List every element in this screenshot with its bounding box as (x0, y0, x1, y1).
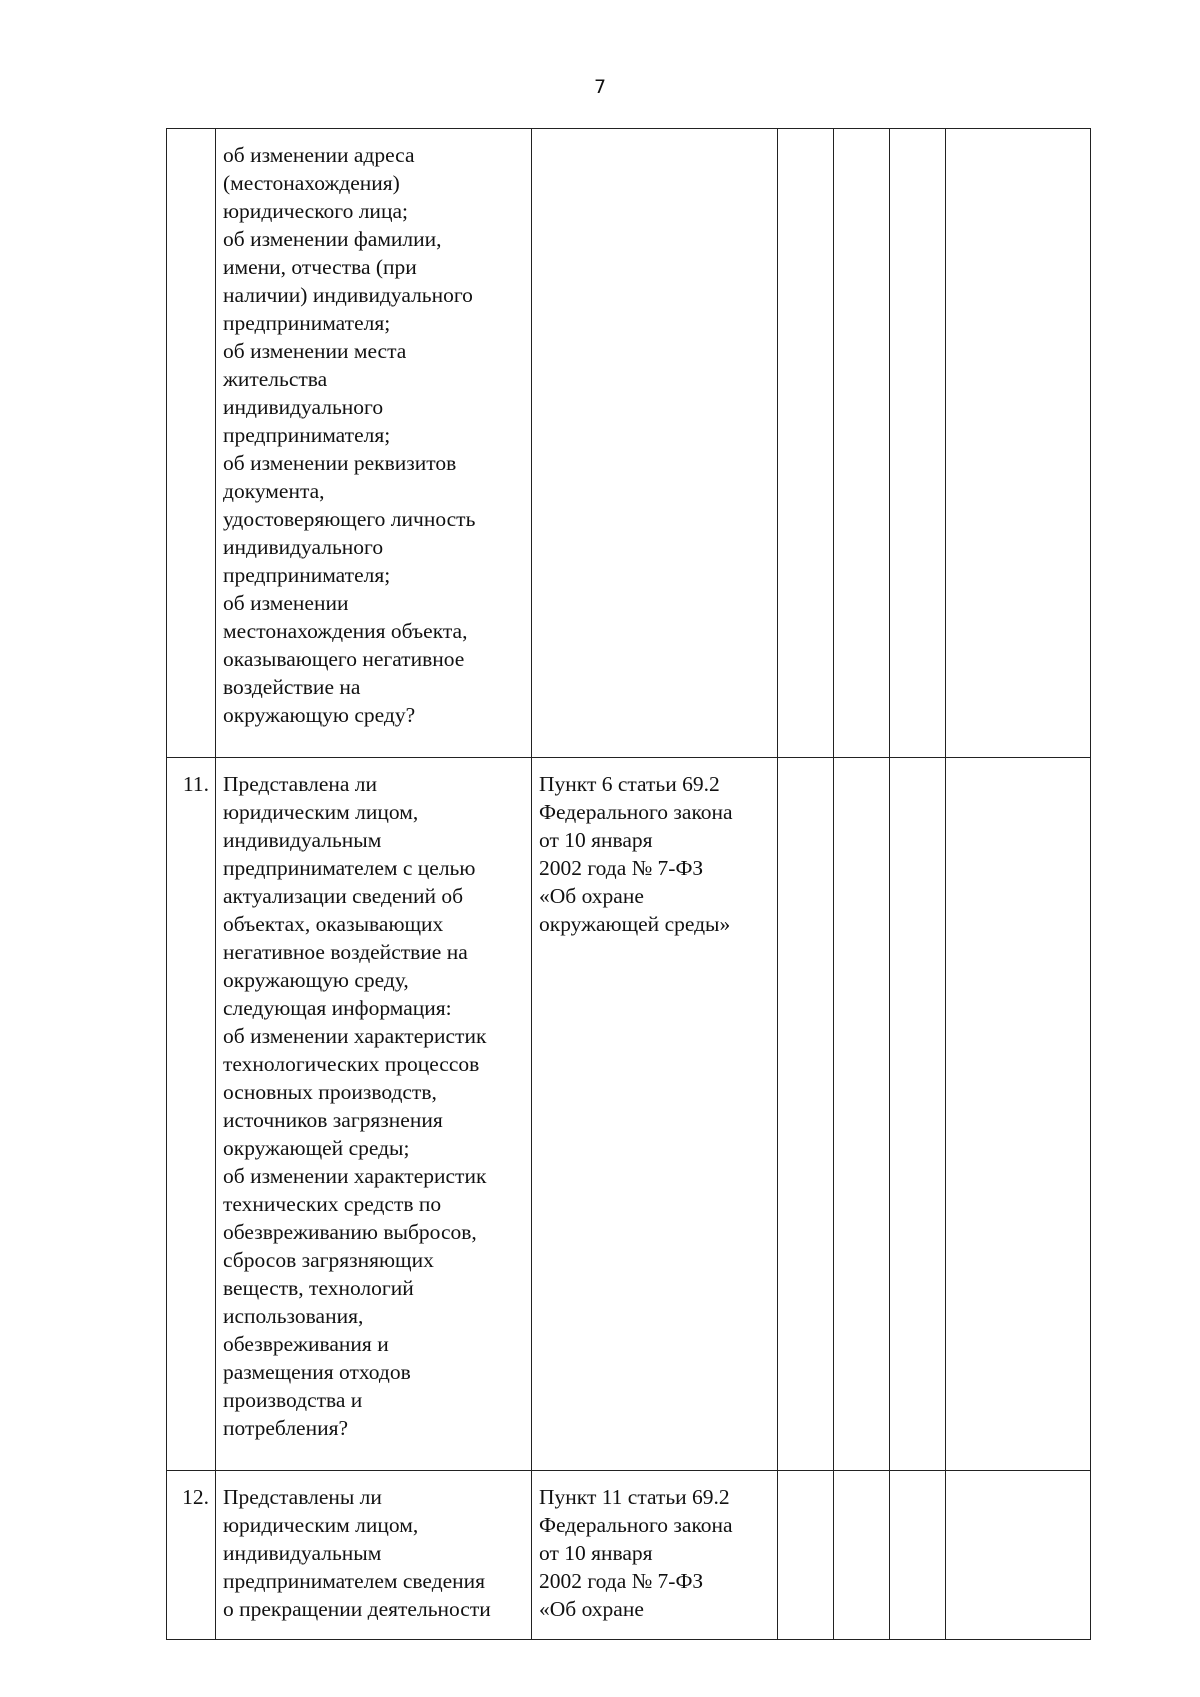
text-line: об изменении характеристик (223, 1164, 487, 1188)
text-line: обезвреживанию выбросов, (223, 1220, 477, 1244)
page-number: 7 (593, 76, 607, 98)
text-line: о прекращении деятельности (223, 1597, 491, 1621)
text-line: оказывающего негативное (223, 647, 465, 671)
text-line: источников загрязнения (223, 1108, 443, 1132)
answer-not-applicable-cell (890, 758, 946, 1471)
text-line: технических средств по (223, 1192, 442, 1216)
notes-cell (946, 1471, 1091, 1640)
text-line: об изменении места (223, 339, 407, 363)
checklist-table (166, 128, 1091, 1640)
text-line: следующая информация: (223, 996, 452, 1020)
answer-not-applicable-cell (890, 1471, 946, 1640)
text-line: окружающей среды; (223, 1136, 410, 1160)
text-line: Федерального закона (539, 1513, 733, 1537)
text-line: индивидуального (223, 535, 384, 559)
answer-no-cell (834, 758, 890, 1471)
question-cell (216, 1471, 532, 1640)
answer-yes-cell (778, 758, 834, 1471)
question-cell (216, 129, 532, 758)
text-line: от 10 января (539, 828, 653, 852)
text-line: юридическим лицом, (223, 1513, 419, 1537)
text-line: предпринимателем сведения (223, 1569, 486, 1593)
text-line: юридического лица; (223, 199, 408, 223)
text-line: документа, (223, 479, 325, 503)
question-cell (216, 758, 532, 1471)
text-line: об изменении реквизитов (223, 451, 457, 475)
text-line: (местонахождения) (223, 171, 400, 195)
text-line: юридическим лицом, (223, 800, 419, 824)
text-line: размещения отходов (223, 1360, 411, 1384)
text-line: об изменении фамилии, (223, 227, 442, 251)
answer-no-cell (834, 1471, 890, 1640)
notes-cell (946, 129, 1091, 758)
text-line: Представлена ли (223, 772, 378, 796)
text-line: предпринимателя; (223, 563, 391, 587)
row-number-cell: 11. (167, 758, 216, 1471)
legal-reference-cell (532, 758, 778, 1471)
text-line: использования, (223, 1304, 364, 1328)
text-line: местонахождения объекта, (223, 619, 468, 643)
text-line: обезвреживания и (223, 1332, 389, 1356)
text-line: Представлены ли (223, 1485, 382, 1509)
text-line: индивидуального (223, 395, 384, 419)
text-line: технологических процессов (223, 1052, 480, 1076)
legal-reference-cell (532, 1471, 778, 1640)
row-number-cell: 12. (167, 1471, 216, 1640)
text-line: Федерального закона (539, 800, 733, 824)
text-line: от 10 января (539, 1541, 653, 1565)
text-line: индивидуальным (223, 1541, 382, 1565)
row-number-cell (167, 129, 216, 758)
answer-yes-cell (778, 129, 834, 758)
text-line: основных производств, (223, 1080, 437, 1104)
text-line: негативное воздействие на (223, 940, 468, 964)
text-line: наличии) индивидуального (223, 283, 473, 307)
text-line: воздействие на (223, 675, 361, 699)
text-line: «Об охране (539, 884, 644, 908)
text-line: 2002 года № 7-ФЗ (539, 856, 704, 880)
text-line: объектах, оказывающих (223, 912, 444, 936)
text-line: предпринимателя; (223, 311, 391, 335)
text-line: потребления? (223, 1416, 349, 1440)
text-line: Пункт 6 статьи 69.2 (539, 772, 720, 796)
text-line: сбросов загрязняющих (223, 1248, 434, 1272)
text-line: предпринимателем с целью (223, 856, 476, 880)
text-line: об изменении (223, 591, 349, 615)
text-line: удостоверяющего личность (223, 507, 476, 531)
text-line: «Об охране (539, 1597, 644, 1621)
text-line: 2002 года № 7-ФЗ (539, 1569, 704, 1593)
text-line: окружающую среду, (223, 968, 409, 992)
text-line: индивидуальным (223, 828, 382, 852)
answer-not-applicable-cell (890, 129, 946, 758)
table-row (167, 129, 1091, 758)
text-line: жительства (223, 367, 328, 391)
text-line: Пункт 11 статьи 69.2 (539, 1485, 730, 1509)
text-line: окружающую среду? (223, 703, 416, 727)
text-line: предпринимателя; (223, 423, 391, 447)
answer-yes-cell (778, 1471, 834, 1640)
table-row (167, 758, 1091, 1471)
text-line: об изменении адреса (223, 143, 415, 167)
text-line: окружающей среды» (539, 912, 731, 936)
answer-no-cell (834, 129, 890, 758)
text-line: актуализации сведений об (223, 884, 464, 908)
text-line: имени, отчества (при (223, 255, 417, 279)
table-body (167, 129, 1091, 1640)
table-row (167, 1471, 1091, 1640)
text-line: производства и (223, 1388, 363, 1412)
text-line: веществ, технологий (223, 1276, 414, 1300)
notes-cell (946, 758, 1091, 1471)
legal-reference-cell (532, 129, 778, 758)
text-line: об изменении характеристик (223, 1024, 487, 1048)
